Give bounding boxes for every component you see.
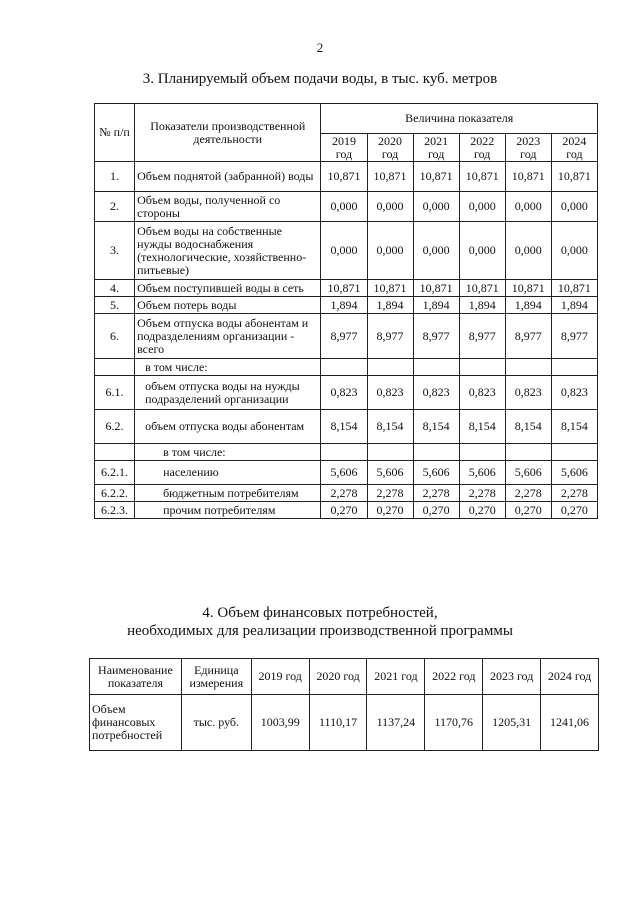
table-row	[95, 485, 598, 502]
row-label: бюджетным потребителям	[135, 485, 321, 502]
table-row	[95, 502, 598, 519]
financial-needs-table	[89, 658, 599, 751]
row-value: 8,154	[413, 410, 459, 444]
row-value: 0,823	[551, 376, 597, 410]
header-cell: 2019 год	[251, 659, 309, 695]
row-value: 1170,76	[425, 695, 483, 751]
row-value	[459, 444, 505, 461]
row-value: 10,871	[367, 280, 413, 297]
row-value: 0,000	[505, 222, 551, 280]
header-indicator: Показатели производственной деятельности	[135, 104, 321, 162]
row-value: 10,871	[459, 162, 505, 192]
row-value: 0,270	[321, 502, 367, 519]
row-value: 10,871	[321, 162, 367, 192]
row-value: 2,278	[321, 485, 367, 502]
header-year: 2023 год	[505, 134, 551, 162]
row-value: 8,154	[505, 410, 551, 444]
row-value	[321, 444, 367, 461]
row-num: 6.2.1.	[95, 461, 135, 485]
row-value: 8,154	[321, 410, 367, 444]
row-value: 0,270	[551, 502, 597, 519]
table-row	[95, 314, 598, 359]
row-value	[505, 359, 551, 376]
row-label: в том числе:	[135, 359, 321, 376]
row-value: 0,823	[413, 376, 459, 410]
row-num: 3.	[95, 222, 135, 280]
header-cell: 2023 год	[483, 659, 541, 695]
row-label: населению	[135, 461, 321, 485]
row-value: 1110,17	[309, 695, 367, 751]
page-number: 2	[316, 40, 324, 55]
row-label: объем отпуска воды абонентам	[135, 410, 321, 444]
row-num: 2.	[95, 192, 135, 222]
row-value: 0,823	[459, 376, 505, 410]
row-value: 1,894	[459, 297, 505, 314]
row-value: 5,606	[459, 461, 505, 485]
row-value: 0,823	[367, 376, 413, 410]
row-value: 0,000	[459, 192, 505, 222]
header-cell: Наименование показателя	[90, 659, 182, 695]
section4-title-line2: необходимых для реализации производственной программы	[127, 623, 513, 639]
row-value: 0,000	[367, 192, 413, 222]
row-num	[95, 359, 135, 376]
header-year: 2022 год	[459, 134, 505, 162]
row-value: 0,270	[367, 502, 413, 519]
row-value: 0,823	[505, 376, 551, 410]
row-num: 4.	[95, 280, 135, 297]
row-value	[551, 359, 597, 376]
row-value: 0,000	[413, 222, 459, 280]
row-value: 2,278	[367, 485, 413, 502]
row-num: 6.2.3.	[95, 502, 135, 519]
section3-title: 3. Планируемый объем подачи воды, в тыс. куб. метров	[142, 71, 498, 87]
table-row	[95, 222, 598, 280]
row-value: 1241,06	[541, 695, 599, 751]
row-value: 1,894	[321, 297, 367, 314]
row-value: 5,606	[413, 461, 459, 485]
row-value: 0,000	[321, 222, 367, 280]
table-row	[95, 280, 598, 297]
row-value: 8,154	[367, 410, 413, 444]
row-value: 0,000	[321, 192, 367, 222]
table-row	[95, 359, 598, 376]
row-value: 1,894	[551, 297, 597, 314]
row-value: 8,977	[321, 314, 367, 359]
table-row	[95, 162, 598, 192]
header-cell: 2020 год	[309, 659, 367, 695]
header-year: 2021 год	[413, 134, 459, 162]
row-value	[321, 359, 367, 376]
row-value	[367, 359, 413, 376]
row-value: 10,871	[413, 162, 459, 192]
row-label: в том числе:	[135, 444, 321, 461]
row-value: 0,270	[413, 502, 459, 519]
row-value: 0,000	[551, 192, 597, 222]
row-value: 5,606	[505, 461, 551, 485]
row-value: 0,270	[459, 502, 505, 519]
header-cell: 2021 год	[367, 659, 425, 695]
row-value: 10,871	[505, 280, 551, 297]
row-value: 8,154	[459, 410, 505, 444]
header-cell: 2024 год	[541, 659, 599, 695]
row-value: 8,977	[367, 314, 413, 359]
row-num	[95, 444, 135, 461]
row-value: 0,000	[459, 222, 505, 280]
row-value: 1,894	[367, 297, 413, 314]
row-value: 2,278	[505, 485, 551, 502]
header-num: № п/п	[95, 104, 135, 162]
header-year: 2019 год	[321, 134, 367, 162]
table-row	[95, 192, 598, 222]
table-row	[95, 444, 598, 461]
row-num: 6.1.	[95, 376, 135, 410]
row-value: 1205,31	[483, 695, 541, 751]
row-value: 8,154	[551, 410, 597, 444]
header-cell: Единица измерения	[181, 659, 251, 695]
row-label: Объем потерь воды	[135, 297, 321, 314]
row-value: 8,977	[413, 314, 459, 359]
row-value: 0,823	[321, 376, 367, 410]
header-value-group: Величина показателя	[321, 104, 598, 134]
row-num: 6.	[95, 314, 135, 359]
row-value: 2,278	[459, 485, 505, 502]
row-value: 1,894	[413, 297, 459, 314]
header-year: 2020 год	[367, 134, 413, 162]
row-value: 8,977	[551, 314, 597, 359]
row-value: 10,871	[505, 162, 551, 192]
row-value: 2,278	[551, 485, 597, 502]
row-value: 0,000	[551, 222, 597, 280]
row-value	[413, 359, 459, 376]
row-value	[459, 359, 505, 376]
section4-title-line1: 4. Объем финансовых потребностей,	[202, 605, 438, 621]
row-value: 0,000	[367, 222, 413, 280]
row-value: 0,000	[413, 192, 459, 222]
row-value	[505, 444, 551, 461]
row-value: 0,270	[505, 502, 551, 519]
row-value	[367, 444, 413, 461]
row-value: 10,871	[413, 280, 459, 297]
row-label: объем отпуска воды на нужды подразделений организации	[135, 376, 321, 410]
row-value	[413, 444, 459, 461]
row-label: прочим потребителям	[135, 502, 321, 519]
row-value: 5,606	[367, 461, 413, 485]
row-value: 10,871	[367, 162, 413, 192]
table-row	[90, 695, 599, 751]
header-cell: 2022 год	[425, 659, 483, 695]
row-value	[551, 444, 597, 461]
table-row	[95, 297, 598, 314]
row-num: 6.2.	[95, 410, 135, 444]
table-row	[95, 376, 598, 410]
header-year: 2024 год	[551, 134, 597, 162]
row-value: 8,977	[505, 314, 551, 359]
row-unit: тыс. руб.	[181, 695, 251, 751]
row-value: 5,606	[321, 461, 367, 485]
row-value: 0,000	[505, 192, 551, 222]
water-supply-table	[94, 103, 598, 519]
row-label: Объем воды, полученной со стороны	[135, 192, 321, 222]
row-num: 6.2.2.	[95, 485, 135, 502]
section4-title	[0, 604, 640, 640]
row-value: 8,977	[459, 314, 505, 359]
table-row	[95, 461, 598, 485]
row-label: Объем воды на собственные нужды водоснабжения (технологические, хозяйственно-питьевые)	[135, 222, 321, 280]
row-value: 1137,24	[367, 695, 425, 751]
row-label: Объем поднятой (забранной) воды	[135, 162, 321, 192]
row-label: Объем финансовых потребностей	[90, 695, 182, 751]
row-num: 1.	[95, 162, 135, 192]
row-num: 5.	[95, 297, 135, 314]
row-label: Объем отпуска воды абонентам и подразделениям организации - всего	[135, 314, 321, 359]
row-value: 1003,99	[251, 695, 309, 751]
table-row	[95, 410, 598, 444]
row-value: 2,278	[413, 485, 459, 502]
row-value: 5,606	[551, 461, 597, 485]
row-label: Объем поступившей воды в сеть	[135, 280, 321, 297]
row-value: 10,871	[459, 280, 505, 297]
row-value: 1,894	[505, 297, 551, 314]
row-value: 10,871	[551, 280, 597, 297]
row-value: 10,871	[551, 162, 597, 192]
row-value: 10,871	[321, 280, 367, 297]
